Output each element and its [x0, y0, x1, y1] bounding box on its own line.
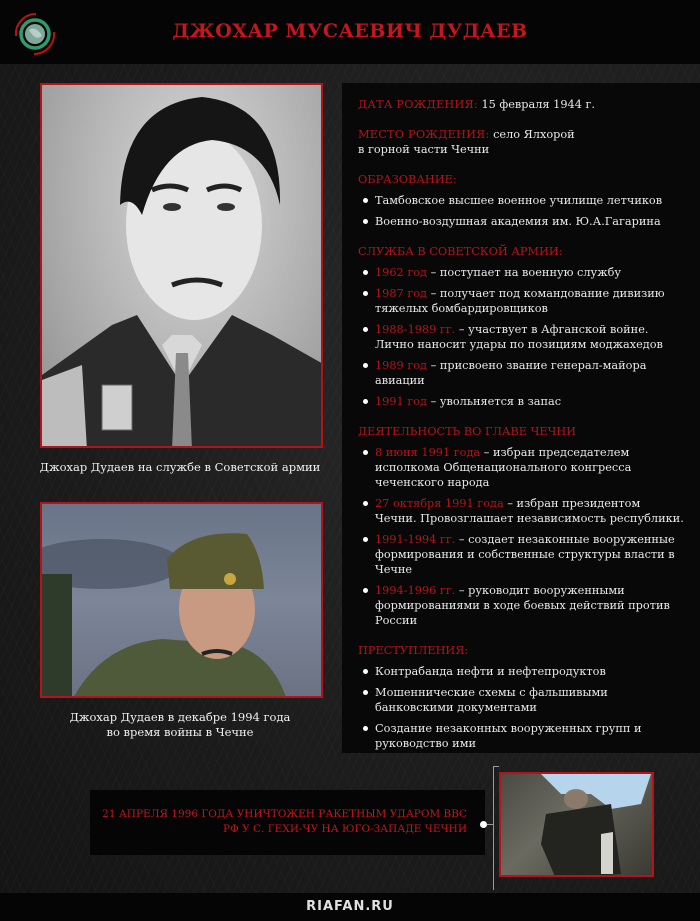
portrait-photo-soviet-army [40, 83, 323, 448]
bullet-icon [363, 198, 368, 203]
portrait-illustration [42, 85, 323, 448]
event-text: – избран председателем исполкома Общенационального конгресса чеченского народа [375, 446, 632, 489]
death-text-line2: РФ У С. ГЕХИ-ЧУ НА ЮГО-ЗАПАДЕ ЧЕЧНИ [222, 823, 467, 835]
death-callout [90, 790, 485, 855]
connector-dot-icon [480, 821, 487, 828]
list-item [358, 394, 684, 409]
bullet-icon [363, 537, 368, 542]
portrait-illustration-1994 [42, 504, 323, 698]
chechnya-leadership-list [358, 445, 684, 628]
event-text: – присвоено звание генерал-майора авиации [375, 359, 647, 387]
bullet-icon [363, 399, 368, 404]
footer-bar [0, 893, 700, 921]
bullet-icon [363, 690, 368, 695]
list-item [358, 445, 684, 490]
event-year: 1994-1996 гг. [375, 584, 456, 597]
bullet-icon [363, 501, 368, 506]
event-year: 1987 год [375, 287, 428, 300]
list-item [358, 322, 684, 352]
bullet-icon [363, 291, 368, 296]
photo-caption-1: Джохар Дудаев на службе в Советской армии [39, 460, 321, 474]
list-item [358, 496, 684, 526]
birth-date-label: ДАТА РОЖДЕНИЯ: [358, 98, 478, 111]
list-item [358, 286, 684, 316]
bullet-icon [363, 270, 368, 275]
event-year: 8 июня 1991 года [375, 446, 481, 459]
photo-caption-2 [30, 710, 330, 740]
bullet-icon [363, 327, 368, 332]
list-item [358, 685, 684, 715]
education-item-text: Военно-воздушная академия им. Ю.А.Гагарина [375, 215, 661, 228]
event-year: 1988-1989 гг. [375, 323, 456, 336]
event-text: – получает под командование дивизию тяжелых бомбардировщиков [375, 287, 665, 315]
bullet-icon [363, 219, 368, 224]
death-text [87, 807, 467, 837]
event-year: 1962 год [375, 266, 428, 279]
list-item [358, 265, 684, 280]
birth-place-label: МЕСТО РОЖДЕНИЯ: [358, 128, 490, 141]
event-year: 1989 год [375, 359, 428, 372]
bullet-icon [363, 669, 368, 674]
list-item [358, 721, 684, 751]
event-year: 1991-1994 гг. [375, 533, 456, 546]
event-text: – руководит вооруженными формированиями в ходе боевых действий против России [375, 584, 670, 627]
list-item [358, 193, 684, 208]
connector-bracket [493, 766, 494, 890]
crime-item-text: Мошеннические схемы с фальшивыми банковскими документами [375, 686, 608, 714]
birth-date-value: 15 февраля 1944 г. [481, 98, 596, 111]
event-text: – избран президентом Чечни. Провозглашает независимость республики. [375, 497, 684, 525]
birth-place-row [358, 127, 684, 157]
list-item [358, 358, 684, 388]
event-text: – участвует в Афганской войне. Лично наносит удары по позициям моджахедов [375, 323, 663, 351]
event-text: – увольняется в запас [427, 395, 562, 408]
portrait-photo-1994 [40, 502, 323, 698]
event-year: 1991 год [375, 395, 428, 408]
education-list [358, 193, 684, 229]
page-title: ДЖОХАР МУСАЕВИЧ ДУДАЕВ [172, 20, 528, 42]
list-item [358, 664, 684, 679]
birth-date-row [358, 97, 684, 112]
connector-bracket-top [493, 766, 499, 767]
bullet-icon [363, 726, 368, 731]
birth-place-value: село Ялхорой [493, 128, 575, 141]
education-title: ОБРАЗОВАНИЕ: [358, 173, 457, 186]
bullet-icon [363, 363, 368, 368]
crime-item-text: Создание незаконных вооруженных групп и руководство ими [375, 722, 642, 750]
photo-caption-2-line2: во время войны в Чечне [106, 725, 254, 739]
crime-item-text: Контрабанда нефти и нефтепродуктов [375, 665, 606, 678]
death-photo-illustration [501, 774, 654, 877]
chechnya-leadership-title: ДЕЯТЕЛЬНОСТЬ ВО ГЛАВЕ ЧЕЧНИ [358, 425, 577, 438]
death-text-line1: 21 АПРЕЛЯ 1996 ГОДА УНИЧТОЖЕН РАКЕТНЫМ УДАРОМ ВВС [102, 808, 467, 820]
crimes-title: ПРЕСТУПЛЕНИЯ: [358, 644, 469, 657]
photo-caption-2-line1: Джохар Дудаев в декабре 1994 года [69, 710, 291, 724]
biography-panel [342, 83, 700, 753]
event-text: – создает незаконные вооруженные формирования и собственные структуры власти в Чечне [375, 533, 675, 576]
death-photo [499, 772, 654, 877]
soviet-service-list [358, 265, 684, 409]
bullet-icon [363, 588, 368, 593]
header-bar [0, 0, 700, 64]
soviet-service-title: СЛУЖБА В СОВЕТСКОЙ АРМИИ: [358, 245, 563, 258]
crimes-list [358, 664, 684, 751]
bullet-icon [363, 450, 368, 455]
site-name: RIAFAN.RU [306, 899, 394, 914]
list-item [358, 583, 684, 628]
education-item-text: Тамбовское высшее военное училище летчиков [375, 194, 663, 207]
list-item [358, 214, 684, 229]
birth-place-value-line2: в горной части Чечни [358, 143, 490, 156]
event-text: – поступает на военную службу [427, 266, 622, 279]
list-item [358, 532, 684, 577]
event-year: 27 октября 1991 года [375, 497, 504, 510]
